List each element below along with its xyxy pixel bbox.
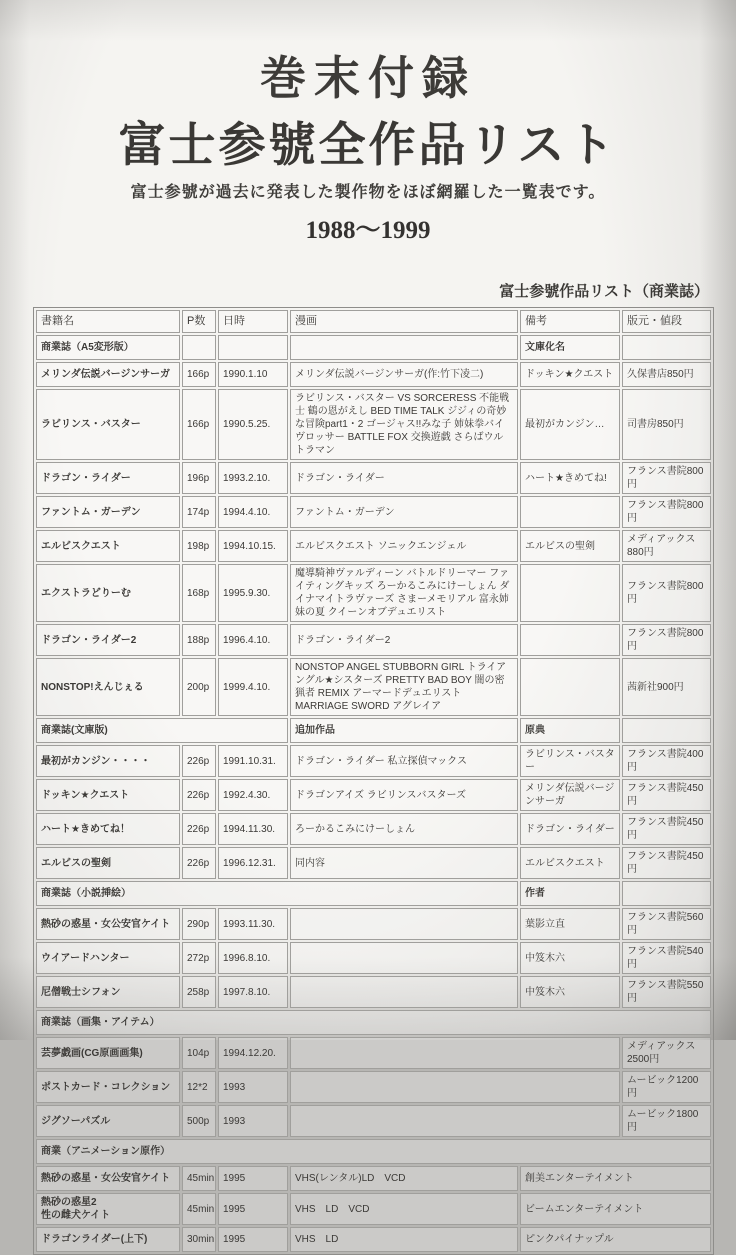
table-row — [36, 624, 711, 656]
table-cell: フランス書院450円 — [622, 813, 711, 845]
table-cell: 196p — [182, 462, 216, 494]
table-cell: 1997.8.10. — [218, 976, 288, 1008]
table-cell: ドラゴン・ライダー — [290, 462, 518, 494]
table-cell — [182, 335, 216, 360]
section-title-cell: 商業誌（画集・アイテム） — [36, 1010, 711, 1035]
table-row — [36, 389, 711, 460]
table-cell: 1996.4.10. — [218, 624, 288, 656]
table-cell: 作者 — [520, 881, 620, 906]
table-cell: 葉影立直 — [520, 908, 620, 940]
table-cell: ムービック1800円 — [622, 1105, 711, 1137]
table-row — [36, 462, 711, 494]
table-cell — [290, 1105, 620, 1137]
table-cell: NONSTOP ANGEL STUBBORN GIRL トライアングル★シスターズ PRETTY BAD BOY 闇の密猟者 REMIX アーマードデュエリスト MARRIAGE SWORD アグレイア — [290, 658, 518, 716]
table-cell: 1994.10.15. — [218, 530, 288, 562]
section-title-cell: 商業誌(文庫版) — [36, 718, 288, 743]
table-cell: 1993 — [218, 1105, 288, 1137]
table-cell: 1994.4.10. — [218, 496, 288, 528]
table-cell — [520, 658, 620, 716]
table-cell: 1992.4.30. — [218, 779, 288, 811]
table-cell: 創美エンターテイメント — [520, 1166, 711, 1191]
table-cell: 魔導騎神ヴァルディーン バトルドリーマー ファイティングキッズ ろーかるこみにけーしょん ダイナマイトラヴァーズ さまーメモリアル 富永姉妹の夏 クイーンオブデュエリスト — [290, 564, 518, 622]
table-row — [36, 1071, 711, 1103]
table-row — [36, 496, 711, 528]
appendix-kicker: 巻末付録 — [260, 52, 476, 104]
table-cell: 104p — [182, 1037, 216, 1069]
table-row — [36, 1166, 711, 1191]
table-cell: 1990.5.25. — [218, 389, 288, 460]
table-cell: フランス書院450円 — [622, 847, 711, 879]
table-cell: 200p — [182, 658, 216, 716]
table-cell: 226p — [182, 847, 216, 879]
table-cell: メリンダ伝説バージンサーガ(作:竹下凌二) — [290, 362, 518, 387]
book-title-cell: エクストラどりーむ — [36, 564, 180, 622]
table-row — [36, 362, 711, 387]
column-header-date: 日時 — [218, 310, 288, 333]
year-range: 1988～1999 — [305, 217, 431, 244]
page-title: 富士参號全作品リスト — [118, 120, 618, 172]
table-cell: 茜新社900円 — [622, 658, 711, 716]
table-cell: 1994.11.30. — [218, 813, 288, 845]
table-cell: 1995.9.30. — [218, 564, 288, 622]
table-caption: 富士参號作品リスト（商業誌） — [499, 284, 709, 300]
book-title-cell: ファントム・ガーデン — [36, 496, 180, 528]
table-row — [36, 1193, 711, 1225]
table-cell: 198p — [182, 530, 216, 562]
table-cell: ラビリンス・バスター — [520, 745, 620, 777]
table-cell: 30min — [182, 1227, 216, 1252]
table-cell — [290, 976, 518, 1008]
table-cell: 166p — [182, 362, 216, 387]
table-cell: メディアックス2500円 — [622, 1037, 711, 1069]
table-cell: 1990.1.10 — [218, 362, 288, 387]
table-cell: 同内容 — [290, 847, 518, 879]
table-cell: 168p — [182, 564, 216, 622]
table-cell: メディアックス880円 — [622, 530, 711, 562]
table-cell — [622, 718, 711, 743]
book-title-cell: NONSTOP!えんじぇる — [36, 658, 180, 716]
table-cell: 1993.2.10. — [218, 462, 288, 494]
column-header-publisher-price: 版元・値段 — [622, 310, 711, 333]
table-cell: 226p — [182, 779, 216, 811]
table-cell: フランス書院800円 — [622, 462, 711, 494]
table-cell: 1994.12.20. — [218, 1037, 288, 1069]
table-row — [36, 1037, 711, 1069]
book-title-cell: エルビスの聖剣 — [36, 847, 180, 879]
table-row — [36, 813, 711, 845]
table-cell: VHS LD VCD — [290, 1193, 518, 1225]
book-title-cell: 最初がカンジン・・・・ — [36, 745, 180, 777]
book-title-cell: ドラゴンライダー(上下) — [36, 1227, 180, 1252]
table-cell: 45min — [182, 1166, 216, 1191]
table-cell: 最初がカンジン… — [520, 389, 620, 460]
table-cell: フランス書院560円 — [622, 908, 711, 940]
table-cell: ハート★きめてね! — [520, 462, 620, 494]
section-row — [36, 718, 711, 743]
table-cell: エルビスの聖剣 — [520, 530, 620, 562]
table-cell: 1991.10.31. — [218, 745, 288, 777]
book-title-cell: 芸夢戯画(CG原画画集) — [36, 1037, 180, 1069]
table-row — [36, 530, 711, 562]
table-cell: フランス書院800円 — [622, 564, 711, 622]
table-cell: 1995 — [218, 1166, 288, 1191]
table-cell — [622, 881, 711, 906]
table-cell: ラビリンス・バスター VS SORCERESS 不能戦士 鶴の恩がえし BED TIME TALK ジジィの奇妙な冒険part1・2 ゴージャス!!みな子 姉妹拳バイヴロッサー BATTLE FOX 交換遊戯 さらばウルトラマン — [290, 389, 518, 460]
table-cell: エルビスクエスト — [520, 847, 620, 879]
column-header-remarks: 備考 — [520, 310, 620, 333]
table-cell: 166p — [182, 389, 216, 460]
book-title-cell: ハート★きめてね！ — [36, 813, 180, 845]
table-cell: ドッキン★クエスト — [520, 362, 620, 387]
section-title-cell: 商業誌（小説挿絵） — [36, 881, 518, 906]
table-cell — [290, 335, 518, 360]
table-cell: 久保書店850円 — [622, 362, 711, 387]
table-cell: 272p — [182, 942, 216, 974]
table-cell: ムービック1200円 — [622, 1071, 711, 1103]
table-cell — [290, 1071, 620, 1103]
book-title-cell: 尼僧戦士シフォン — [36, 976, 180, 1008]
table-cell — [290, 1037, 620, 1069]
table-cell: 290p — [182, 908, 216, 940]
works-table — [33, 307, 714, 1255]
table-cell: 12*2 — [182, 1071, 216, 1103]
table-cell: 1993.11.30. — [218, 908, 288, 940]
table-cell: 1995 — [218, 1193, 288, 1225]
section-title-cell: 商業誌（A5変形版） — [36, 335, 180, 360]
table-cell: フランス書院800円 — [622, 496, 711, 528]
book-title-cell: ポストカード・コレクション — [36, 1071, 180, 1103]
book-title-cell: ドラゴン・ライダー2 — [36, 624, 180, 656]
table-cell: メリンダ伝説バージンサーガ — [520, 779, 620, 811]
table-row — [36, 564, 711, 622]
table-cell: 1999.4.10. — [218, 658, 288, 716]
table-cell: フランス書院450円 — [622, 779, 711, 811]
works-table-body — [36, 335, 711, 1252]
table-row — [36, 908, 711, 940]
table-cell: ドラゴン・ライダー 私立探偵マックス — [290, 745, 518, 777]
table-cell: 文庫化名 — [520, 335, 620, 360]
table-cell: 1995 — [218, 1227, 288, 1252]
book-title-cell: ラビリンス・バスター — [36, 389, 180, 460]
table-cell: 1993 — [218, 1071, 288, 1103]
table-cell: フランス書院550円 — [622, 976, 711, 1008]
table-cell: 原典 — [520, 718, 620, 743]
table-cell: 中笈木六 — [520, 942, 620, 974]
table-cell: ピンクパイナップル — [520, 1227, 711, 1252]
section-title-cell: 商業（アニメーション原作） — [36, 1139, 711, 1164]
column-header-page-count: P数 — [182, 310, 216, 333]
table-cell: 中笈木六 — [520, 976, 620, 1008]
table-cell: 1996.8.10. — [218, 942, 288, 974]
section-row — [36, 1139, 711, 1164]
book-title-cell: 熱砂の惑星・女公安官ケイト — [36, 1166, 180, 1191]
table-cell — [290, 908, 518, 940]
table-cell: エルビスクエスト ソニックエンジェル — [290, 530, 518, 562]
table-cell: 1996.12.31. — [218, 847, 288, 879]
table-cell: フランス書院400円 — [622, 745, 711, 777]
section-row — [36, 1010, 711, 1035]
table-cell: フランス書院540円 — [622, 942, 711, 974]
table-cell: 500p — [182, 1105, 216, 1137]
book-title-cell: 熱砂の惑星・女公安官ケイト — [36, 908, 180, 940]
column-header-manga: 漫画 — [290, 310, 518, 333]
table-cell: ドラゴン・ライダー — [520, 813, 620, 845]
table-cell — [520, 496, 620, 528]
book-title-cell: ウイアードハンター — [36, 942, 180, 974]
table-cell: ドラゴン・ライダー2 — [290, 624, 518, 656]
book-title-cell: ドラゴン・ライダー — [36, 462, 180, 494]
table-cell: ドラゴンアイズ ラビリンスバスターズ — [290, 779, 518, 811]
table-cell: ファントム・ガーデン — [290, 496, 518, 528]
table-cell — [622, 335, 711, 360]
table-cell: 226p — [182, 745, 216, 777]
table-row — [36, 847, 711, 879]
book-title-cell: ドッキン★クエスト — [36, 779, 180, 811]
table-cell — [520, 624, 620, 656]
table-row — [36, 976, 711, 1008]
table-row — [36, 658, 711, 716]
table-cell: フランス書院800円 — [622, 624, 711, 656]
table-cell — [520, 564, 620, 622]
table-cell: 226p — [182, 813, 216, 845]
column-header-book-title: 書籍名 — [36, 310, 180, 333]
section-row — [36, 335, 711, 360]
table-row — [36, 779, 711, 811]
table-header-row — [36, 310, 711, 333]
table-cell: 45min — [182, 1193, 216, 1225]
page-subtitle: 富士参號が過去に発表した製作物をほぼ網羅した一覧表です。 — [130, 184, 606, 201]
table-cell: ろーかるこみにけーしょん — [290, 813, 518, 845]
book-title-cell: エルビスクエスト — [36, 530, 180, 562]
book-title-cell: 熱砂の惑星2 性の雌犬ケイト — [36, 1193, 180, 1225]
book-title-cell: メリンダ伝説バージンサーガ — [36, 362, 180, 387]
table-row — [36, 942, 711, 974]
table-row — [36, 1105, 711, 1137]
table-row — [36, 745, 711, 777]
table-cell: 174p — [182, 496, 216, 528]
table-cell: 258p — [182, 976, 216, 1008]
table-cell: ビームエンターテイメント — [520, 1193, 711, 1225]
table-cell: 司書房850円 — [622, 389, 711, 460]
section-row — [36, 881, 711, 906]
book-title-cell: ジグソーパズル — [36, 1105, 180, 1137]
table-cell: 188p — [182, 624, 216, 656]
table-row — [36, 1227, 711, 1252]
table-cell — [218, 335, 288, 360]
table-cell — [290, 942, 518, 974]
table-cell: VHS LD — [290, 1227, 518, 1252]
table-cell: VHS(レンタル)LD VCD — [290, 1166, 518, 1191]
table-cell: 追加作品 — [290, 718, 518, 743]
